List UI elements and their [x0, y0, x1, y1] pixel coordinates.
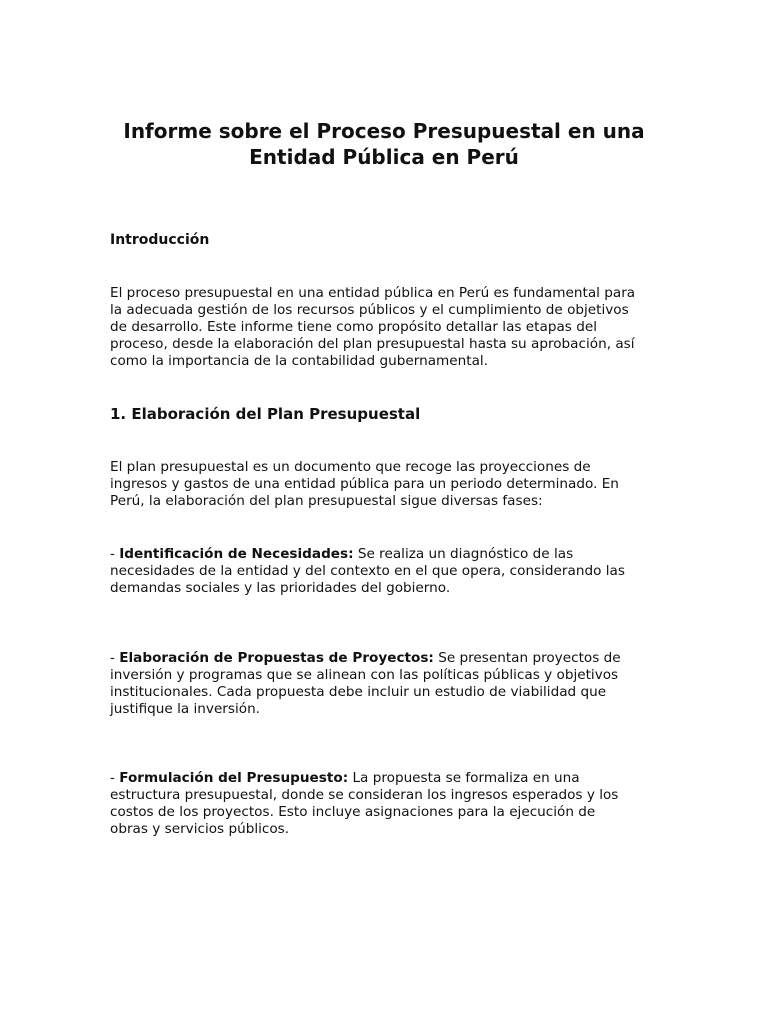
bullet-prefix: - [110, 650, 120, 666]
section-heading: 1. Elaboración del Plan Presupuestal [110, 405, 421, 423]
text-line: como la importancia de la contabilidad gubernamental. [110, 353, 489, 369]
bullet-term: Elaboración de Propuestas de Proyectos: [119, 650, 434, 666]
bullet-text: Se presentan proyectos de [433, 650, 621, 666]
bullet-first-line [110, 650, 670, 667]
text-line: Perú, la elaboración del plan presupuestal sigue diversas fases: [110, 493, 543, 509]
text-line: proceso, desde la elaboración del plan presupuestal hasta su aprobación, así [110, 336, 635, 352]
bullet-item [110, 770, 670, 838]
bullet-term: Formulación del Presupuesto: [119, 770, 349, 786]
text-line: El proceso presupuestal en una entidad pública en Perú es fundamental para [110, 285, 636, 301]
text-line: ingresos y gastos de una entidad pública para un periodo determinado. En [110, 476, 619, 492]
text-line: la adecuada gestión de los recursos públicos y el cumplimiento de objetivos [110, 302, 629, 318]
document-title [80, 118, 688, 170]
bullet-text: La propuesta se formaliza en una [348, 770, 580, 786]
text-line: de desarrollo. Este informe tiene como propósito detallar las etapas del [110, 319, 597, 335]
intro-paragraph [110, 285, 670, 370]
bullet-first-line [110, 546, 670, 563]
title-line: Entidad Pública en Perú [249, 145, 519, 169]
intro-heading: Introducción [110, 232, 210, 248]
title-line: Informe sobre el Proceso Presupuestal en una [123, 119, 645, 143]
text-line: costos de los proyectos. Esto incluye asignaciones para la ejecución de [110, 804, 596, 820]
text-line: estructura presupuestal, donde se consideran los ingresos esperados y los [110, 787, 619, 803]
text-line: El plan presupuestal es un documento que recoge las proyecciones de [110, 459, 591, 475]
text-line: institucionales. Cada propuesta debe incluir un estudio de viabilidad que [110, 684, 607, 700]
text-line: necesidades de la entidad y del contexto en el que opera, considerando las [110, 563, 625, 579]
text-line: demandas sociales y las prioridades del gobierno. [110, 580, 451, 596]
bullet-text: Se realiza un diagnóstico de las [353, 546, 574, 562]
bullet-prefix: - [110, 546, 120, 562]
bullet-term: Identificación de Necesidades: [119, 546, 354, 562]
bullet-item [110, 546, 670, 597]
bullet-item [110, 650, 670, 718]
bullet-prefix: - [110, 770, 120, 786]
bullet-first-line [110, 770, 670, 787]
text-line: inversión y programas que se alinean con las políticas públicas y objetivos [110, 667, 619, 683]
section-paragraph [110, 459, 670, 510]
text-line: justifique la inversión. [110, 701, 261, 717]
text-line: obras y servicios públicos. [110, 821, 290, 837]
